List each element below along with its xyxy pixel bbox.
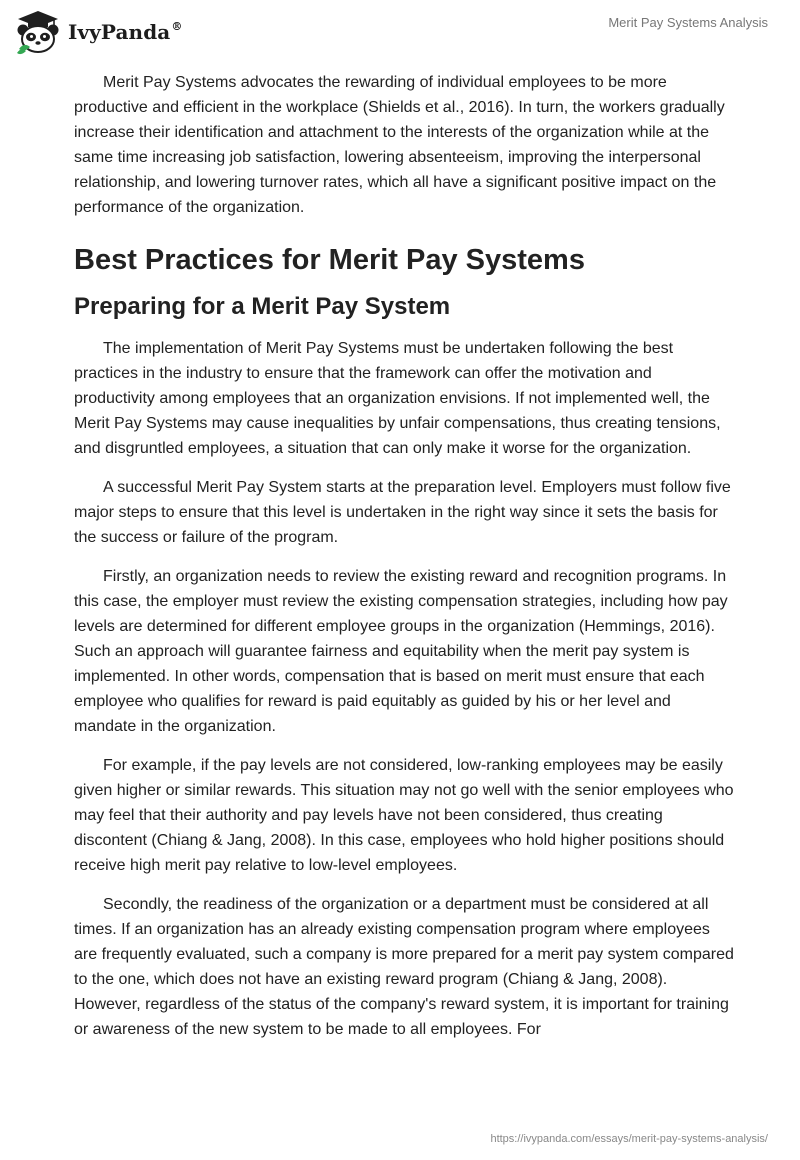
intro-paragraph: Merit Pay Systems advocates the rewarding of individual employees to be more productive and efficient in the workplace (Shields et al., 2016). In turn, the workers gradually increase their identification and attachment to the interests of the organization while at the same time increasing job satisfaction, lowering absenteeism, improving the interpersonal relationship, and lowering turnover rates, which all have a significant positive impact on the performance of the organization. — [74, 74, 725, 216]
document-title: Merit Pay Systems Analysis — [608, 15, 768, 30]
page-header — [0, 0, 800, 62]
section-heading: Best Practices for Merit Pay Systems — [74, 244, 585, 276]
panda-icon — [14, 9, 62, 55]
logo-text: IvyPanda® — [68, 20, 183, 44]
body-paragraph: Secondly, the readiness of the organization or a department must be considered at all times. If an organization has an already existing compensation program where employees are frequently evaluated, such a company is more prepared for a merit pay system compared to the one, which does not have an existing reward program (Chiang & Jang, 2008). However, regardless of the status of the company's reward system, it is important for training or awareness of the new system to be made to all employees. For — [74, 896, 734, 1038]
body-paragraph: Firstly, an organization needs to review the existing reward and recognition programs. In this case, the employer must review the existing compensation strategies, including how pay levels are determined for different employee groups in the organization (Hemmings, 2016). Such an approach will guarantee fairness and equitability when the merit pay system is implemented. In other words, compensation that is based on merit must ensure that each employee who qualifies for reward is paid equitably as guided by his or her level and mandate in the organization. — [74, 568, 728, 735]
essay-body — [74, 70, 734, 1056]
ivypanda-logo[interactable] — [14, 8, 182, 56]
subsection-heading: Preparing for a Merit Pay System — [74, 293, 451, 320]
body-paragraph: The implementation of Merit Pay Systems must be undertaken following the best practices in the industry to ensure that the framework can offer the motivation and productivity among employees that an organization envisions. If not implemented well, the Merit Pay Systems may cause inequalities by unfair compensations, thus creating tensions, and disgruntled employees, a situation that can only make it worse for the organization. — [74, 340, 721, 457]
source-url[interactable]: https://ivypanda.com/essays/merit-pay-systems-analysis/ — [490, 1133, 768, 1145]
body-paragraph: A successful Merit Pay System starts at the preparation level. Employers must follow five major steps to ensure that this level is undertaken in the right way since it sets the basis for the success or failure of the program. — [74, 479, 731, 546]
body-paragraph: For example, if the pay levels are not considered, low-ranking employees may be easily given higher or similar rewards. This situation may not go well with the senior employees who may feel that their authority and pay levels have not been considered, thus creating discontent (Chiang & Jang, 2008). In this case, employees who hold higher positions should receive high merit pay relative to low-level employees. — [74, 757, 734, 874]
